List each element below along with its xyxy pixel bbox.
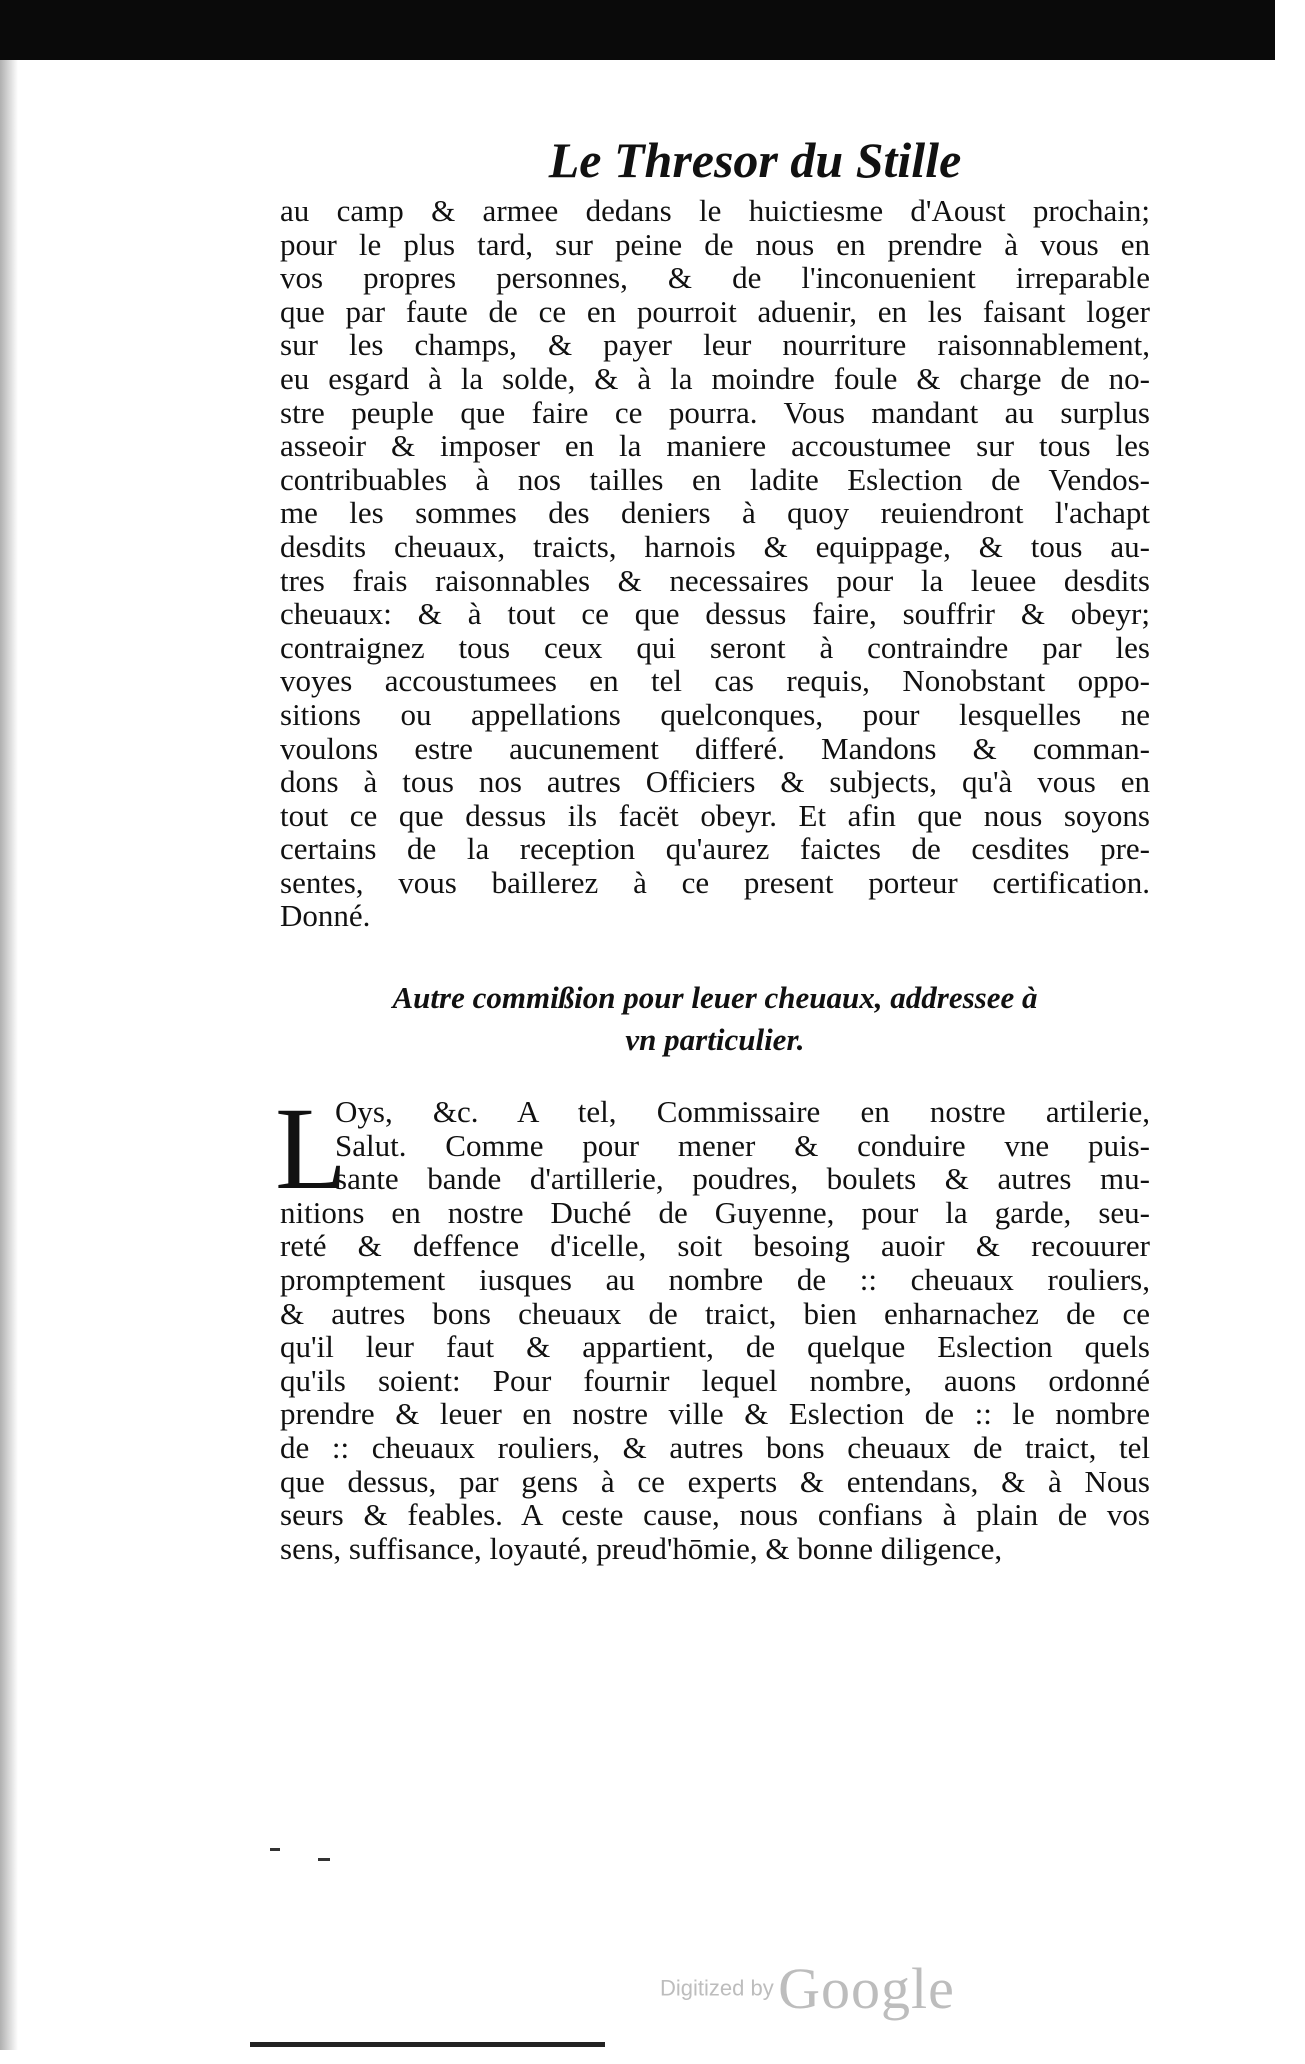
paragraph-1-line: voyes accoustumees en tel cas requis, Nonobstant oppo- (280, 663, 1150, 699)
watermark-brand: Google (778, 1956, 955, 2021)
ink-mark (270, 1848, 280, 1851)
paragraph-2-line: reté & deffence d'icelle, soit besoing auoir & recouurer (280, 1228, 1150, 1264)
paragraph-1 (280, 194, 1150, 933)
paragraph-2-line: Salut. Comme pour mener & conduire vne puis- (335, 1127, 1150, 1163)
paragraph-2-line: de :: cheuaux rouliers, & autres bons cheuaux de traict, tel (280, 1430, 1150, 1465)
paragraph-1-line: tout ce que dessus ils facët obeyr. Et afin que nous soyons (280, 797, 1150, 833)
scan-bottom-edge (250, 2042, 605, 2047)
paragraph-1-line: contraignez tous ceux qui seront à contraindre par les (280, 629, 1150, 665)
paragraph-2-line: seurs & feables. A ceste cause, nous confians à plain de vos (280, 1497, 1150, 1533)
paragraph-2-line: promptement iusques au nombre de :: cheuaux rouliers, (280, 1262, 1150, 1298)
digitized-watermark (660, 1955, 955, 2022)
paragraph-2-line: sens, suffisance, loyauté, preud'hōmie, & bonne diligence, (280, 1530, 1003, 1566)
drop-cap: L (275, 1083, 348, 1215)
paragraph-1-line: pour le plus tard, sur peine de nous en prendre à vous en (280, 226, 1150, 262)
paragraph-1-line: eu esgard à la solde, & à la moindre foule & charge de no- (280, 360, 1150, 396)
paragraph-1-line: sur les champs, & payer leur nourriture raisonnablement, (280, 327, 1150, 363)
scan-gutter-shadow (0, 60, 18, 2050)
paragraph-2-line: prendre & leuer en nostre ville & Eslection de :: le nombre (280, 1396, 1150, 1432)
watermark-prefix: Digitized by (660, 1975, 774, 2001)
ink-mark (318, 1858, 330, 1861)
paragraph-2-line: qu'il leur faut & appartient, de quelque Eslection quels (280, 1329, 1150, 1365)
paragraph-1-line: voulons estre aucunement differé. Mandons & comman- (280, 730, 1150, 766)
running-head: Le Thresor du Stille (548, 132, 962, 188)
paragraph-1-line: stre peuple que faire ce pourra. Vous mandant au surplus (280, 394, 1150, 430)
paragraph-2-line: que dessus, par gens à ce experts & entendans, & à Nous (280, 1463, 1150, 1499)
paragraph-1-line: desdits cheuaux, traicts, harnois & equippage, & tous au- (280, 528, 1150, 564)
paragraph-1-line: asseoir & imposer en la maniere accoustumee sur tous les (280, 428, 1150, 464)
paragraph-1-line: que par faute de ce en pourroit aduenir, en les faisant loger (280, 293, 1150, 329)
paragraph-2 (275, 1083, 1150, 1566)
section-heading-line: Autre commißion pour leuer cheuaux, addressee à (392, 980, 1038, 1016)
paragraph-2-line: sante bande d'artillerie, poudres, boulets & autres mu- (335, 1161, 1150, 1197)
paragraph-1-line: sitions ou appellations quelconques, pour lesquelles ne (280, 696, 1150, 732)
scan-right-margin (1275, 0, 1305, 2064)
paragraph-1-line: cheuaux: & à tout ce que dessus faire, souffrir & obeyr; (280, 596, 1150, 632)
section-heading (280, 977, 1150, 1061)
paragraph-1-line: tres frais raisonnables & necessaires pour la leuee desdits (280, 562, 1150, 598)
paragraph-1-line: certains de la reception qu'aurez faictes de cesdites pre- (280, 831, 1150, 867)
paragraph-1-line: contribuables à nos tailles en ladite Eslection de Vendos- (280, 461, 1150, 497)
section-heading-line: vn particulier. (625, 1022, 805, 1058)
paragraph-2-line: Oys, &c. A tel, Commissaire en nostre artilerie, (335, 1094, 1150, 1130)
paragraph-1-line: me les sommes des deniers à quoy reuiendront l'achapt (280, 495, 1150, 531)
paragraph-2-line: nitions en nostre Duché de Guyenne, pour la garde, seu- (280, 1194, 1150, 1230)
scan-top-border (0, 0, 1275, 60)
paragraph-1-line: au camp & armee dedans le huictiesme d'Aoust prochain; (280, 193, 1150, 228)
paragraph-2-line: & autres bons cheuaux de traict, bien enharnachez de ce (280, 1295, 1150, 1331)
book-page (275, 130, 1150, 1566)
paragraph-1-line: vos propres personnes, & de l'inconuenient irreparable (280, 260, 1150, 296)
paragraph-1-line: Donné. (280, 898, 371, 934)
paragraph-1-line: sentes, vous baillerez à ce present porteur certification. (280, 864, 1150, 900)
paragraph-1-line: dons à tous nos autres Officiers & subjects, qu'à vous en (280, 764, 1150, 800)
paragraph-2-line: qu'ils soient: Pour fournir lequel nombre, auons ordonné (280, 1362, 1150, 1398)
